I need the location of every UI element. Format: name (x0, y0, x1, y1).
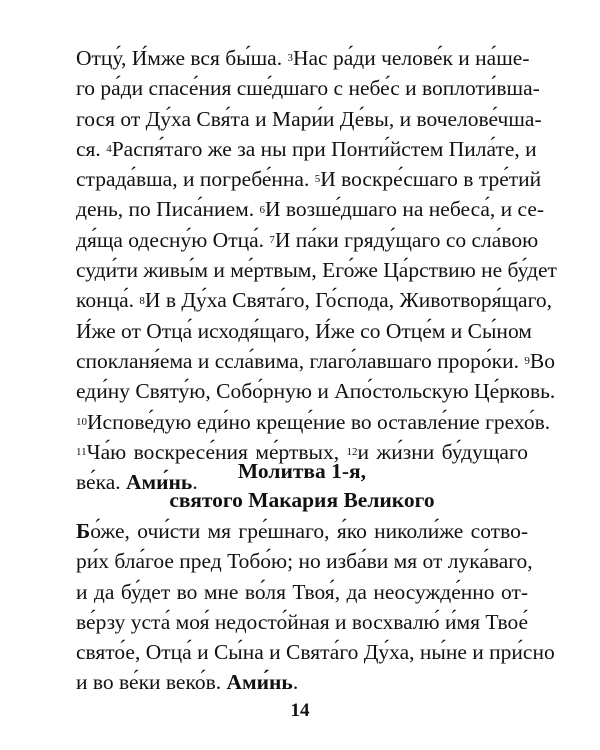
text-run: И возше́дшаго на небеса́, и се- (264, 197, 545, 222)
text-run: И́же от Отца́ исходя́щаго, И́же со Отце́м и Сы́ном (76, 318, 532, 343)
text-run: Отцу́, И́мже вся бы́ша. (76, 46, 288, 70)
text-run: еди́ну Святу́ю, Собо́рную и Апо́стольскую Це́рковь. (76, 379, 556, 404)
verse-number: 12 (346, 446, 358, 459)
verse-number: 11 (76, 446, 87, 459)
creed-line (76, 376, 556, 406)
prayer-heading (76, 457, 528, 515)
text-run: и во ве́ки веко́в. (76, 670, 227, 695)
text-run: свято́е, Отца́ и Сы́на и Свята́го Ду́ха, ны́не и при́сно (76, 640, 555, 665)
verse-number: 10 (76, 415, 87, 428)
page-number: 14 (290, 700, 310, 721)
bold-text: Б (76, 519, 91, 543)
creed-line (76, 346, 555, 376)
prayer-line (76, 637, 555, 667)
text-run: Нас ра́ди челове́к и на́ше- (292, 46, 530, 70)
creed-line (76, 43, 528, 73)
text-run: И воскре́сшаго в тре́тий (320, 167, 542, 192)
prayer-text (76, 516, 555, 698)
text-run: и жи́зни бу́дущаго (357, 439, 528, 464)
creed-line (76, 164, 542, 194)
text-run: суди́ти живы́м и ме́ртвым, Его́же Ца́рствию не бу́дет (76, 258, 557, 283)
text-run: Распя́таго же за ны при Понти́йстем Пила́те, и (111, 136, 537, 161)
verse-number: 9 (524, 355, 530, 368)
verse-number: 8 (139, 294, 145, 307)
creed-line (76, 73, 540, 103)
verse-number: 4 (106, 143, 112, 156)
prayer-heading-line-1: Молитва 1-я, (237, 459, 367, 483)
text-run: конца́. (76, 288, 140, 313)
text-run: И в Ду́ха Свята́го, Го́спода, Животворя́щаго, (144, 288, 553, 313)
prayer-line (76, 607, 528, 637)
verse-number: 7 (269, 233, 275, 246)
text-run: и да бу́дет во мне во́ля Твоя́, да неосужде́нно от- (76, 579, 528, 604)
text-run: го ра́ди спасе́ния сше́дшаго с небе́с и воплоти́вша- (76, 76, 540, 101)
text-run: ве́рзу уста́ моя́ недосто́йная и восхвалю́ и́мя Твое́ (76, 609, 528, 634)
text-run: ве́ка. (76, 470, 126, 495)
text-run: гося от Ду́ха Свя́та и Мари́и Де́вы, и вочелове́чша- (76, 106, 542, 131)
text-run: . (292, 670, 299, 695)
creed-line (76, 316, 532, 346)
bold-text: Ами́нь (125, 470, 193, 495)
creed-line (76, 104, 542, 134)
creed-line (76, 285, 553, 315)
text-run: страда́вша, и погребе́нна. (76, 167, 315, 192)
creed-line (76, 225, 539, 255)
creed-line (76, 255, 557, 285)
verse-number: 3 (287, 52, 293, 65)
text-run: день, по Писа́нием. (76, 197, 260, 222)
verse-number: 6 (259, 203, 265, 216)
creed-text (76, 43, 557, 497)
prayer-line (76, 546, 533, 576)
text-run: И па́ки гряду́щаго со сла́вою (274, 227, 539, 252)
creed-line (76, 407, 551, 437)
verse-number: 5 (314, 173, 321, 186)
text-run: ри́х бла́гое пред Тобо́ю; но изба́ви мя от лука́ваго, (76, 549, 533, 574)
text-run: Ча́ю воскресе́ния ме́ртвых, (86, 439, 347, 464)
prayer-heading-line-2: святого Макария Великого (169, 488, 435, 512)
text-run: дя́ща одесну́ю Отца́. (76, 227, 270, 252)
text-run: Во (529, 348, 555, 373)
text-run: ся. (76, 136, 107, 161)
text-run: о́же, очи́сти мя гре́шнаго, я́ко николи́же сотво- (90, 519, 528, 543)
prayer-line (76, 577, 528, 607)
text-run: Испове́дую еди́но креще́ние во оставле́ние грехо́в. (87, 409, 551, 434)
bold-text: Ами́нь (226, 670, 293, 695)
prayer-line (76, 667, 528, 697)
creed-line (76, 194, 545, 224)
text-run: . (192, 470, 198, 495)
prayer-line (76, 516, 528, 546)
text-run: спокланя́ема и ссла́вима, глаго́лавшаго проро́ки. (76, 348, 525, 373)
creed-line (76, 134, 537, 164)
